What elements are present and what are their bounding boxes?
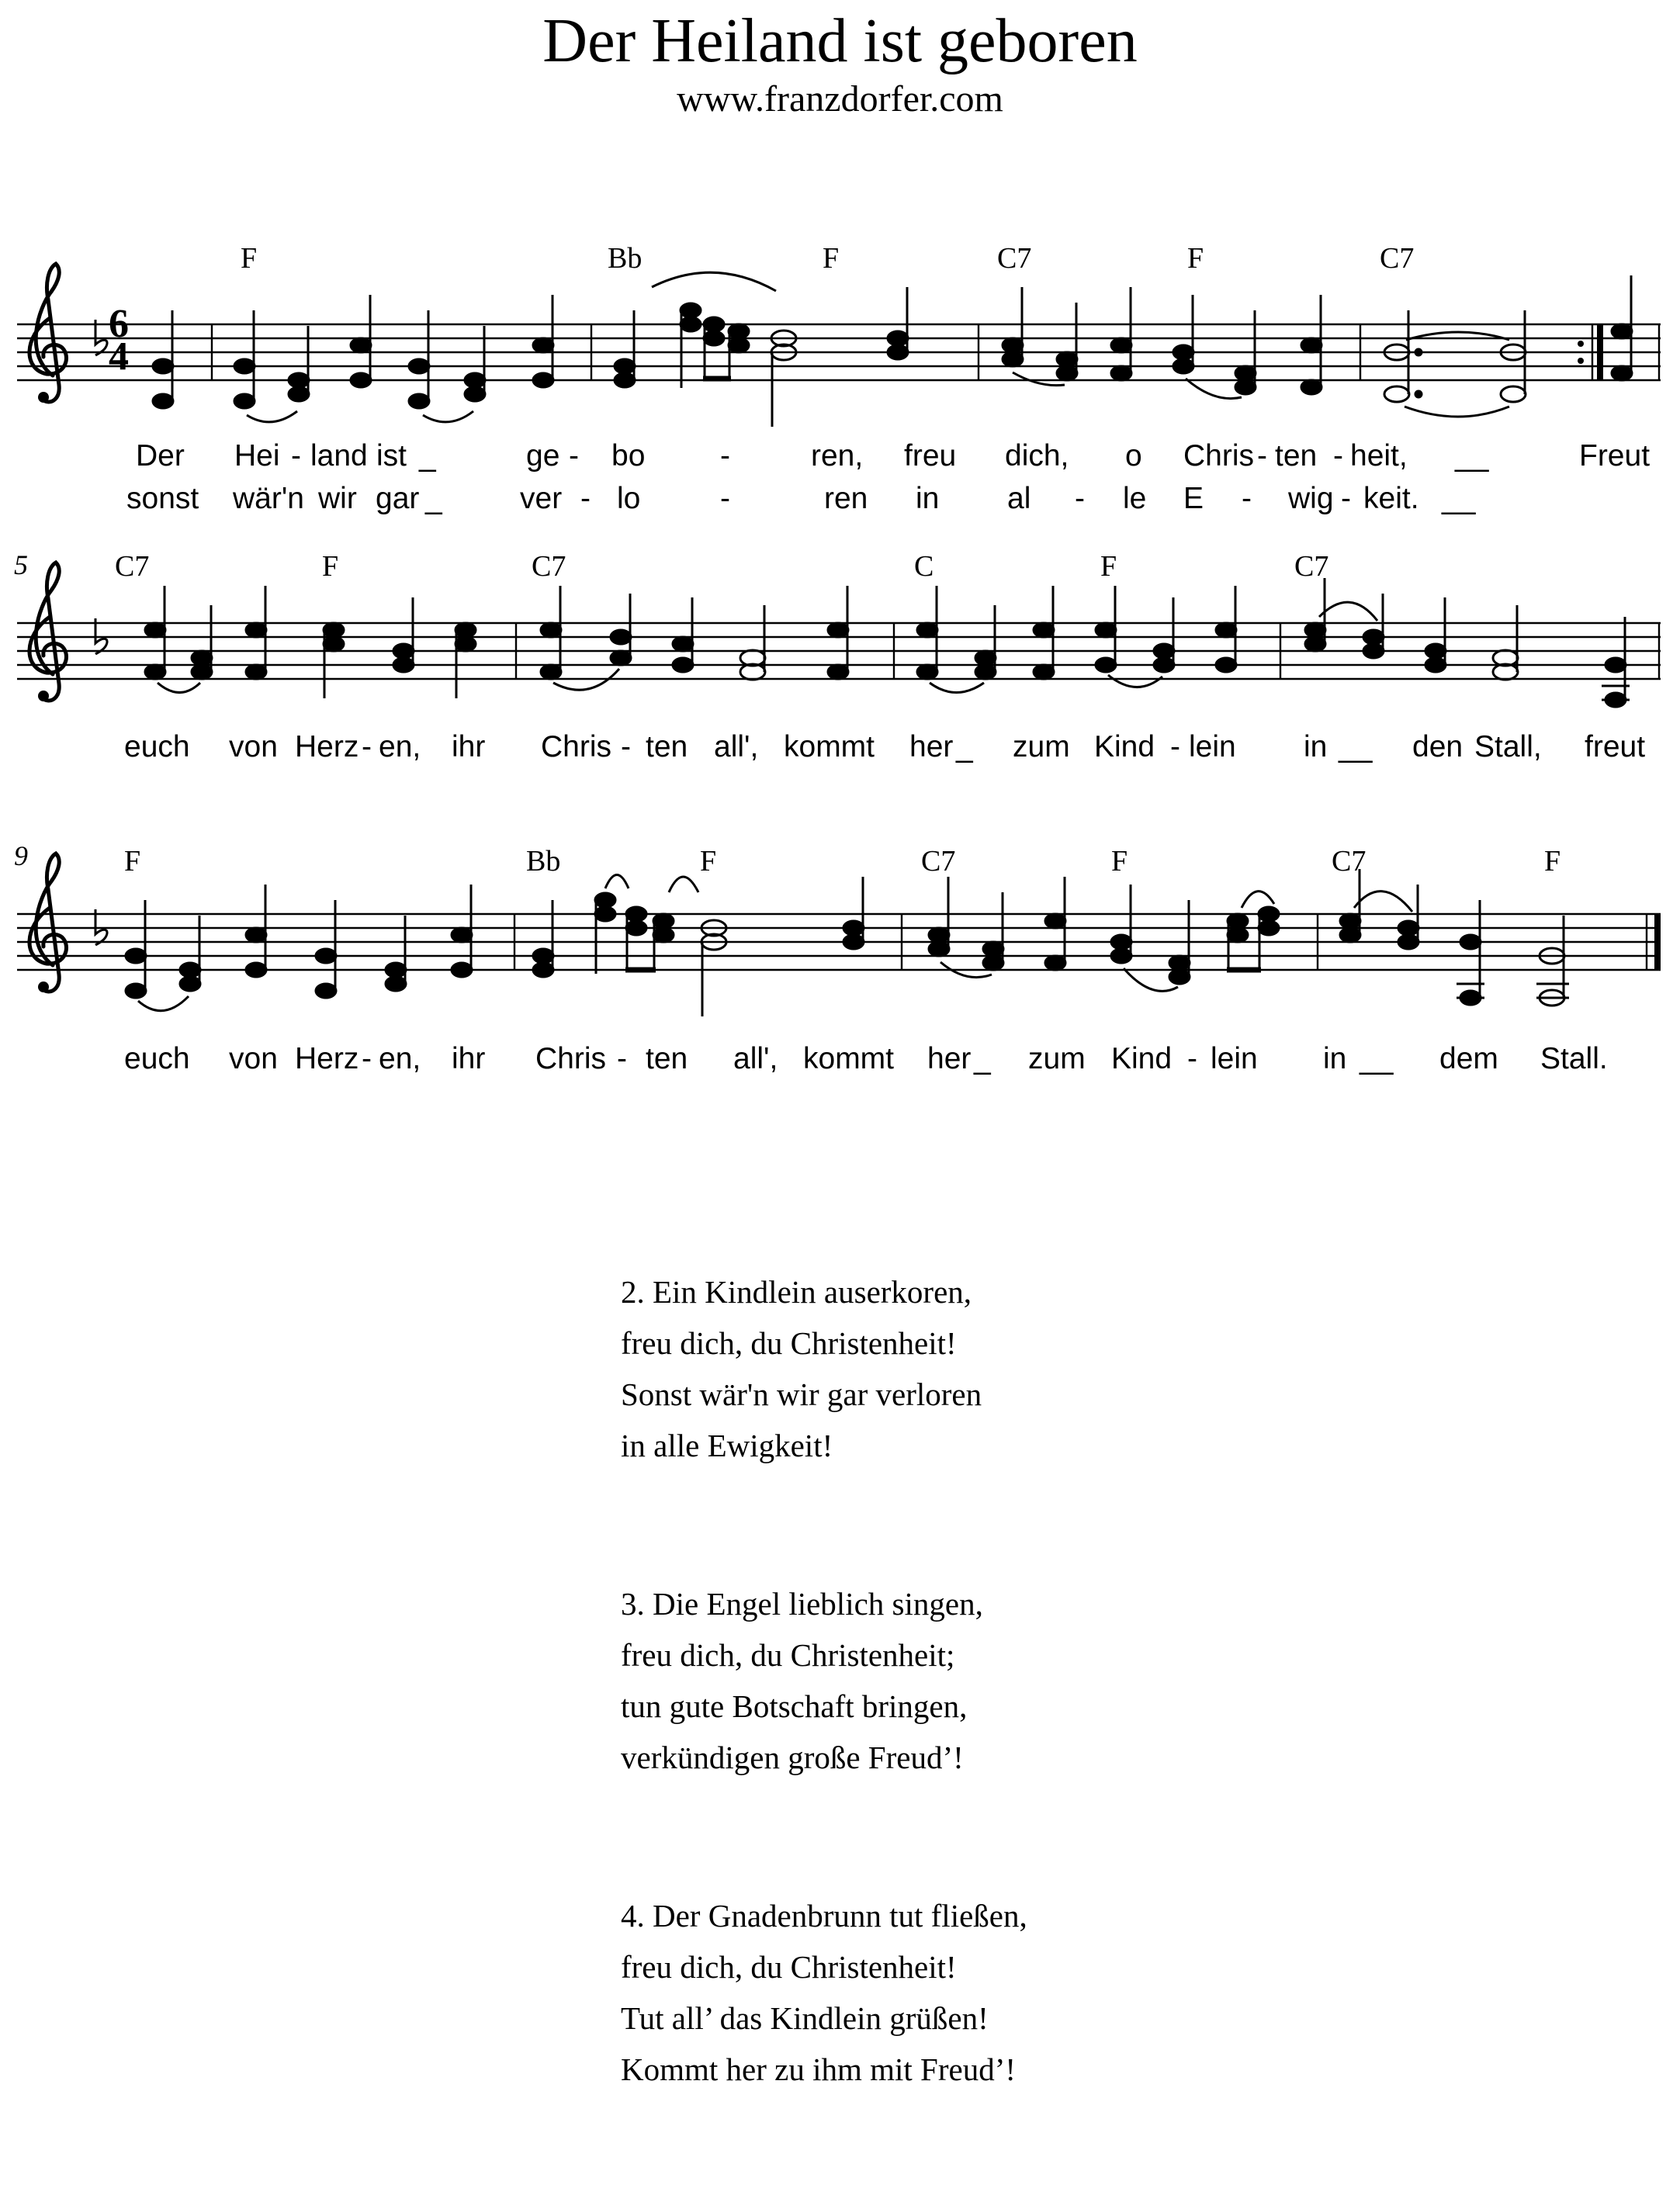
lyric-syllable: Herz bbox=[295, 730, 359, 763]
lyric-extender: _ bbox=[974, 1042, 991, 1075]
lyric-syllable: ten bbox=[646, 730, 688, 763]
lyric-syllable: Hei bbox=[234, 439, 280, 473]
lyric-syllable: land bbox=[310, 439, 368, 473]
system-2 bbox=[17, 563, 1661, 707]
page-subtitle: www.franzdorfer.com bbox=[677, 78, 1003, 119]
treble-clef-icon bbox=[29, 853, 67, 992]
lyric-syllable: o bbox=[1125, 439, 1142, 473]
verse-line: Sonst wär'n wir gar verloren bbox=[621, 1376, 982, 1412]
chord-symbol: F bbox=[322, 550, 339, 583]
notes-2 bbox=[145, 578, 1630, 707]
verse-line: 2. Ein Kindlein auserkoren, bbox=[621, 1274, 972, 1310]
chord-symbol: C7 bbox=[997, 242, 1032, 275]
lyric-syllable: kommt bbox=[803, 1042, 894, 1075]
lyric-syllable: ver bbox=[520, 482, 563, 515]
lyric-syllable: freut bbox=[1585, 730, 1646, 763]
verse-line: 3. Die Engel lieblich singen, bbox=[621, 1586, 983, 1622]
verse-line: freu dich, du Christenheit! bbox=[621, 1325, 957, 1361]
chord-symbol: F bbox=[1111, 845, 1128, 878]
time-sig-top: 6 bbox=[109, 302, 129, 346]
notes-1 bbox=[153, 275, 1632, 427]
system-1 bbox=[17, 264, 1661, 427]
lyric-hyphen: - bbox=[621, 730, 631, 763]
lyric-syllable: le bbox=[1123, 482, 1147, 515]
lyric-syllable: wär'n bbox=[233, 482, 304, 515]
lyric-syllable: kommt bbox=[784, 730, 875, 763]
lyrics-system-2 bbox=[124, 730, 1645, 763]
lyric-syllable: Chris bbox=[535, 1042, 607, 1075]
lyric-syllable: ist bbox=[376, 439, 407, 473]
chord-symbol: F bbox=[700, 845, 717, 878]
measure-number: 5 bbox=[14, 549, 28, 580]
lyric-extender: _ bbox=[425, 482, 442, 515]
time-sig-bottom: 4 bbox=[109, 334, 129, 379]
lyric-syllable: Stall. bbox=[1540, 1042, 1608, 1075]
lyric-syllable: al bbox=[1007, 482, 1031, 515]
chord-symbols-3 bbox=[124, 845, 1560, 878]
lyric-hyphen: - bbox=[1075, 482, 1085, 515]
lyric-syllable: lein bbox=[1189, 730, 1236, 763]
chord-symbol: C7 bbox=[115, 550, 150, 583]
lyric-hyphen: - bbox=[1187, 1042, 1197, 1075]
chord-symbol: F bbox=[241, 242, 258, 275]
lyric-syllable: en, bbox=[379, 1042, 421, 1075]
lyric-syllable: gar bbox=[376, 482, 420, 515]
chord-symbol: F bbox=[124, 845, 141, 878]
lyric-hyphen: - bbox=[569, 439, 579, 473]
measure-number: 9 bbox=[14, 840, 28, 871]
lyric-syllable: wig bbox=[1288, 482, 1334, 515]
lyric-syllable: dich, bbox=[1005, 439, 1069, 473]
lyric-syllable: euch bbox=[124, 730, 190, 763]
verse-line: tun gute Botschaft bringen, bbox=[621, 1688, 968, 1724]
lyric-syllable: ihr bbox=[452, 730, 486, 763]
lyric-syllable: sonst bbox=[126, 482, 199, 515]
lyric-hyphen: - bbox=[362, 1042, 372, 1075]
lyric-syllable: Kind bbox=[1111, 1042, 1173, 1075]
lyric-syllable: ihr bbox=[452, 1042, 486, 1075]
lyric-syllable: en, bbox=[379, 730, 421, 763]
verse-line: verkündigen große Freud’! bbox=[621, 1740, 964, 1775]
lyric-hyphen: - bbox=[720, 439, 730, 473]
lyric-syllable: heit, bbox=[1350, 439, 1408, 473]
lyric-syllable: ten bbox=[646, 1042, 688, 1075]
lyric-syllable: Stall, bbox=[1474, 730, 1542, 763]
lyric-syllable: wir bbox=[318, 482, 357, 515]
lyric-extender: __ bbox=[1339, 730, 1373, 763]
lyric-hyphen: - bbox=[1333, 439, 1343, 473]
system-3 bbox=[17, 853, 1661, 1016]
lyric-syllable: in bbox=[916, 482, 940, 515]
chord-symbol: Bb bbox=[608, 242, 643, 275]
lyric-syllable: von bbox=[229, 1042, 278, 1075]
lyric-syllable: ren bbox=[824, 482, 868, 515]
chord-symbol: F bbox=[1187, 242, 1204, 275]
verse-line: freu dich, du Christenheit! bbox=[621, 1949, 957, 1985]
lyric-syllable: zum bbox=[1028, 1042, 1086, 1075]
lyric-syllable: all', bbox=[733, 1042, 778, 1075]
verse-line: 4. Der Gnadenbrunn tut fließen, bbox=[621, 1898, 1027, 1934]
lyrics-system-1-verse-2 bbox=[126, 482, 1477, 515]
lyric-extender: _ bbox=[419, 439, 436, 473]
chord-symbol: C7 bbox=[1294, 550, 1329, 583]
verse-line: in alle Ewigkeit! bbox=[621, 1428, 833, 1463]
lyric-syllable: Der bbox=[136, 439, 185, 473]
verse-line: Tut all’ das Kindlein grüßen! bbox=[621, 2000, 989, 2036]
chord-symbol: C7 bbox=[1380, 242, 1415, 275]
lyric-hyphen: - bbox=[580, 482, 591, 515]
verse-2 bbox=[621, 1266, 1552, 1471]
chord-symbol: C bbox=[914, 550, 934, 583]
lyric-syllable: her bbox=[909, 730, 954, 763]
lyric-syllable: den bbox=[1412, 730, 1464, 763]
lyric-syllable: Chris bbox=[1183, 439, 1255, 473]
lyric-syllable: von bbox=[229, 730, 278, 763]
chord-symbol: F bbox=[1100, 550, 1117, 583]
lyric-syllable: in bbox=[1304, 730, 1328, 763]
lyric-hyphen: - bbox=[1257, 439, 1267, 473]
lyric-syllable: in bbox=[1323, 1042, 1347, 1075]
lyric-syllable: dem bbox=[1439, 1042, 1498, 1075]
verse-4 bbox=[621, 1890, 1552, 2095]
lyric-syllable: all', bbox=[714, 730, 759, 763]
lyric-extender: _ bbox=[956, 730, 973, 763]
lyric-syllable: E bbox=[1183, 482, 1204, 515]
lyric-hyphen: - bbox=[617, 1042, 627, 1075]
chord-symbol: C7 bbox=[1332, 845, 1367, 878]
lyric-syllable: lo bbox=[617, 482, 641, 515]
lyric-syllable: Freut bbox=[1579, 439, 1651, 473]
lyric-extender: __ bbox=[1360, 1042, 1394, 1075]
verse-line: freu dich, du Christenheit; bbox=[621, 1637, 955, 1673]
lyric-syllable: freu bbox=[904, 439, 957, 473]
chord-symbols-2 bbox=[115, 550, 1328, 583]
lyric-hyphen: - bbox=[1341, 482, 1351, 515]
lyric-syllable: Kind bbox=[1094, 730, 1155, 763]
verse-line: Kommt her zu ihm mit Freud’! bbox=[621, 2051, 1016, 2087]
lyric-hyphen: - bbox=[362, 730, 372, 763]
lyric-hyphen: - bbox=[1170, 730, 1180, 763]
lyric-syllable: bo bbox=[611, 439, 646, 473]
chord-symbol: C7 bbox=[532, 550, 566, 583]
chord-symbol: Bb bbox=[526, 845, 561, 878]
lyric-syllable: euch bbox=[124, 1042, 190, 1075]
lyric-extender: __ bbox=[1442, 482, 1476, 515]
lyric-hyphen: - bbox=[1242, 482, 1252, 515]
lyric-syllable: Herz bbox=[295, 1042, 359, 1075]
lyric-syllable: zum bbox=[1013, 730, 1070, 763]
staff-lines-1 bbox=[17, 324, 1661, 380]
chord-symbol: C7 bbox=[921, 845, 956, 878]
lyric-hyphen: - bbox=[291, 439, 301, 473]
lyric-syllable: ge bbox=[526, 439, 560, 473]
lyric-syllable: ren, bbox=[811, 439, 864, 473]
verse-3 bbox=[621, 1578, 1552, 1783]
lyrics-system-1-verse-1 bbox=[136, 439, 1650, 473]
lyric-syllable: her bbox=[927, 1042, 972, 1075]
chord-symbol: F bbox=[823, 242, 840, 275]
lyric-syllable: Chris bbox=[541, 730, 612, 763]
lyric-syllable: ten bbox=[1275, 439, 1318, 473]
lyric-syllable: keit. bbox=[1363, 482, 1419, 515]
lyric-syllable: lein bbox=[1211, 1042, 1258, 1075]
lyric-extender: __ bbox=[1455, 439, 1489, 473]
treble-clef-icon bbox=[29, 563, 67, 701]
additional-verses bbox=[621, 1266, 1552, 2202]
treble-clef-icon bbox=[29, 264, 67, 403]
lyric-hyphen: - bbox=[720, 482, 730, 515]
chord-symbols-1 bbox=[241, 242, 1414, 275]
page-title: Der Heiland ist geboren bbox=[542, 7, 1138, 75]
chord-symbol: F bbox=[1544, 845, 1561, 878]
lyrics-system-3 bbox=[124, 1042, 1608, 1075]
